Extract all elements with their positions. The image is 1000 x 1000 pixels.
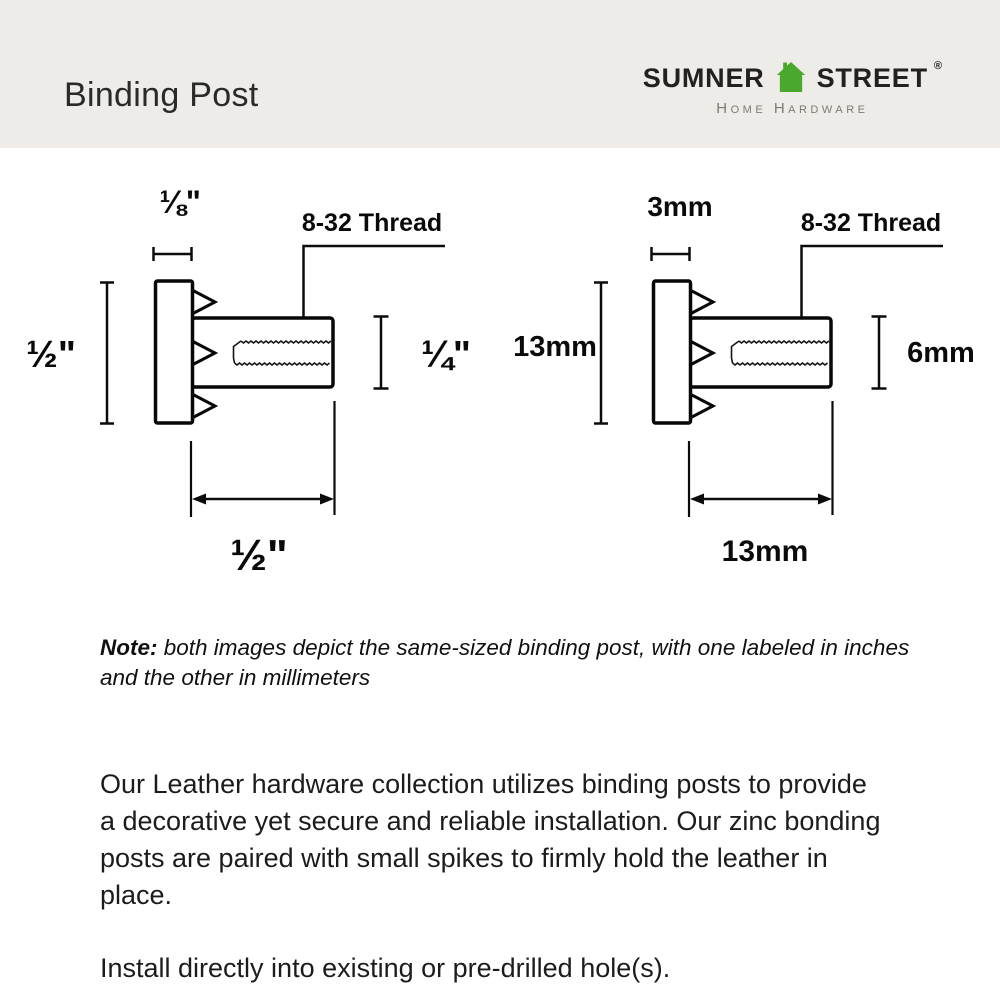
note-line2: and the other in millimeters	[100, 665, 371, 690]
note-prefix: Note:	[100, 635, 158, 660]
head-outline	[654, 281, 691, 423]
label-thread: 8-32 Thread	[800, 209, 942, 237]
paragraph-1	[100, 766, 980, 914]
label-head-width: ⅛"	[159, 184, 201, 220]
paragraph-1-line: a decorative yet secure and reliable installation. Our zinc bonding	[100, 806, 881, 836]
note-line1: both images depict the same-sized binding post, with one labeled in inches	[157, 635, 910, 660]
label-thread: 8-32 Thread	[301, 209, 443, 237]
brand-word-left: SUMNER	[642, 62, 765, 93]
arrowhead-right	[320, 494, 334, 505]
brand-subtitle: Home Hardware	[716, 100, 869, 117]
paragraph-1-line: posts are paired with small spikes to firmly hold the leather in	[100, 843, 828, 873]
label-barrel-length: ½"	[230, 531, 288, 580]
paragraph-1-line: Our Leather hardware collection utilizes binding posts to provide	[100, 769, 867, 799]
spike-top	[192, 290, 215, 314]
label-head-width: 3mm	[647, 191, 713, 222]
page-title: Binding Post	[64, 76, 259, 114]
label-barrel-diameter: ¼"	[421, 334, 471, 376]
arrowhead-left	[192, 494, 206, 505]
label-head-height: 13mm	[513, 331, 597, 363]
arrowhead-right	[818, 494, 832, 505]
registered-mark: ®	[933, 60, 942, 72]
diagram-mm	[513, 191, 975, 568]
label-barrel-diameter: 6mm	[907, 337, 975, 369]
diagram-inches	[26, 184, 471, 580]
body-copy	[100, 766, 980, 987]
label-barrel-length: 13mm	[721, 535, 809, 568]
paragraph-2: Install directly into existing or pre-drilled hole(s).	[100, 953, 671, 983]
paragraph-1-line: place.	[100, 880, 173, 910]
head-outline	[156, 281, 193, 423]
spike-top	[690, 290, 713, 314]
arrowhead-left	[690, 494, 704, 505]
brand-word-right: STREET	[816, 62, 928, 93]
note-text	[100, 633, 960, 693]
spike-bottom	[690, 394, 713, 418]
label-head-height: ½"	[26, 334, 76, 376]
spike-bottom	[192, 394, 215, 418]
